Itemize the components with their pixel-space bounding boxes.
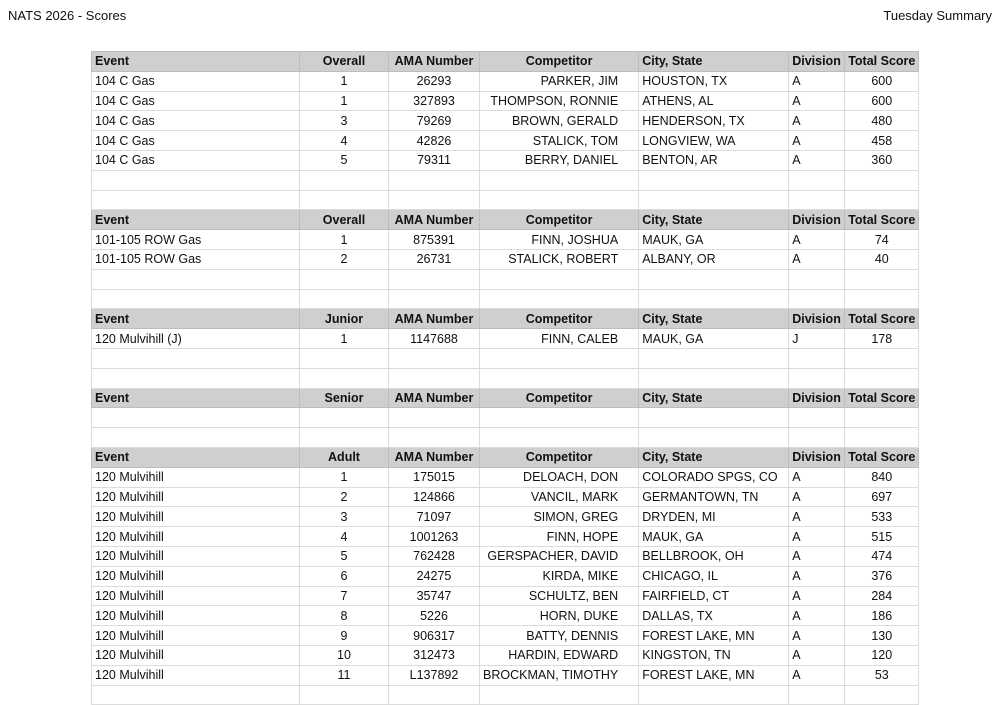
column-header-competitor: Competitor [480,210,639,230]
section-header-row [92,309,919,329]
cell-competitor: BROCKMAN, TIMOTHY [480,665,639,685]
empty-cell [639,190,789,210]
cell-division: A [789,546,845,566]
column-header-rank: Junior [300,309,389,329]
cell-total-score: 178 [845,329,919,349]
cell-division: A [789,91,845,111]
empty-cell [300,269,389,289]
table-row [92,131,919,151]
empty-cell [300,348,389,368]
cell-rank: 7 [300,586,389,606]
cell-rank: 2 [300,487,389,507]
empty-cell [389,289,480,309]
empty-cell [480,289,639,309]
empty-cell [845,408,919,428]
cell-city-state: BENTON, AR [639,150,789,170]
cell-rank: 4 [300,131,389,151]
cell-competitor: VANCIL, MARK [480,487,639,507]
section-header-row [92,52,919,72]
cell-city-state: HOUSTON, TX [639,71,789,91]
cell-division: A [789,645,845,665]
column-header-ama-number: AMA Number [389,52,480,72]
cell-ama-number: 24275 [389,566,480,586]
empty-cell [845,428,919,448]
cell-division: A [789,626,845,646]
column-header-division: Division [789,388,845,408]
column-header-total-score: Total Score [845,388,919,408]
cell-total-score: 130 [845,626,919,646]
cell-division: A [789,150,845,170]
cell-competitor: STALICK, TOM [480,131,639,151]
section-header-row [92,447,919,467]
cell-competitor: STALICK, ROBERT [480,249,639,269]
cell-competitor: GERSPACHER, DAVID [480,546,639,566]
cell-total-score: 120 [845,645,919,665]
cell-rank: 1 [300,71,389,91]
empty-cell [845,348,919,368]
cell-division: A [789,230,845,250]
cell-ama-number: 79269 [389,111,480,131]
cell-ama-number: 5226 [389,606,480,626]
empty-cell [389,170,480,190]
cell-total-score: 697 [845,487,919,507]
cell-city-state: MAUK, GA [639,527,789,547]
column-header-competitor: Competitor [480,447,639,467]
empty-cell [480,190,639,210]
cell-competitor: BERRY, DANIEL [480,150,639,170]
empty-cell [789,289,845,309]
cell-rank: 10 [300,645,389,665]
cell-city-state: GERMANTOWN, TN [639,487,789,507]
cell-rank: 8 [300,606,389,626]
cell-competitor: BATTY, DENNIS [480,626,639,646]
table-row [92,230,919,250]
cell-event: 101-105 ROW Gas [92,230,300,250]
empty-cell [789,408,845,428]
empty-cell [92,408,300,428]
cell-division: A [789,527,845,547]
cell-ama-number: 42826 [389,131,480,151]
empty-cell [845,170,919,190]
cell-rank: 11 [300,665,389,685]
cell-ama-number: 875391 [389,230,480,250]
column-header-rank: Senior [300,388,389,408]
empty-cell [845,368,919,388]
cell-total-score: 840 [845,467,919,487]
empty-cell [480,368,639,388]
cell-event: 120 Mulvihill [92,606,300,626]
cell-city-state: COLORADO SPGS, CO [639,467,789,487]
cell-event: 120 Mulvihill [92,546,300,566]
cell-city-state: ALBANY, OR [639,249,789,269]
cell-event: 120 Mulvihill [92,507,300,527]
cell-total-score: 474 [845,546,919,566]
cell-ama-number: 124866 [389,487,480,507]
cell-city-state: DRYDEN, MI [639,507,789,527]
cell-city-state: LONGVIEW, WA [639,131,789,151]
empty-cell [789,685,845,705]
section-header-row [92,388,919,408]
table-row [92,645,919,665]
cell-competitor: FINN, HOPE [480,527,639,547]
cell-total-score: 600 [845,71,919,91]
cell-event: 104 C Gas [92,111,300,131]
column-header-city-state: City, State [639,309,789,329]
cell-rank: 1 [300,467,389,487]
cell-city-state: MAUK, GA [639,329,789,349]
section-header-row [92,210,919,230]
cell-event: 101-105 ROW Gas [92,249,300,269]
empty-cell [639,685,789,705]
empty-cell [92,685,300,705]
cell-city-state: MAUK, GA [639,230,789,250]
cell-division: A [789,131,845,151]
cell-city-state: CHICAGO, IL [639,566,789,586]
cell-rank: 3 [300,507,389,527]
cell-rank: 1 [300,230,389,250]
cell-ama-number: 35747 [389,586,480,606]
cell-ama-number: 327893 [389,91,480,111]
cell-competitor: BROWN, GERALD [480,111,639,131]
empty-cell [639,408,789,428]
cell-event: 104 C Gas [92,91,300,111]
cell-event: 104 C Gas [92,71,300,91]
empty-cell [480,428,639,448]
table-row [92,507,919,527]
cell-rank: 9 [300,626,389,646]
empty-cell [300,685,389,705]
cell-total-score: 360 [845,150,919,170]
cell-division: A [789,467,845,487]
table-row [92,71,919,91]
empty-cell [639,289,789,309]
empty-row [92,170,919,190]
cell-ama-number: 906317 [389,626,480,646]
column-header-division: Division [789,210,845,230]
empty-cell [845,289,919,309]
cell-division: A [789,507,845,527]
table-row [92,566,919,586]
empty-cell [789,348,845,368]
empty-cell [389,368,480,388]
empty-row [92,428,919,448]
empty-cell [92,348,300,368]
empty-cell [92,368,300,388]
cell-rank: 6 [300,566,389,586]
empty-cell [300,289,389,309]
cell-total-score: 515 [845,527,919,547]
empty-cell [639,348,789,368]
table-row [92,467,919,487]
cell-event: 104 C Gas [92,150,300,170]
cell-ama-number: 312473 [389,645,480,665]
empty-cell [300,428,389,448]
cell-total-score: 186 [845,606,919,626]
empty-cell [789,190,845,210]
cell-rank: 1 [300,91,389,111]
cell-city-state: KINGSTON, TN [639,645,789,665]
column-header-ama-number: AMA Number [389,447,480,467]
cell-event: 120 Mulvihill (J) [92,329,300,349]
cell-city-state: HENDERSON, TX [639,111,789,131]
cell-division: A [789,111,845,131]
column-header-rank: Adult [300,447,389,467]
cell-total-score: 284 [845,586,919,606]
empty-cell [480,348,639,368]
empty-cell [480,408,639,428]
table-row [92,91,919,111]
empty-cell [789,368,845,388]
column-header-division: Division [789,447,845,467]
column-header-city-state: City, State [639,52,789,72]
cell-ama-number: 79311 [389,150,480,170]
cell-rank: 1 [300,329,389,349]
cell-competitor: KIRDA, MIKE [480,566,639,586]
column-header-ama-number: AMA Number [389,210,480,230]
cell-event: 120 Mulvihill [92,467,300,487]
table-row [92,626,919,646]
column-header-total-score: Total Score [845,447,919,467]
column-header-division: Division [789,309,845,329]
page-header [0,0,1000,34]
table-row [92,527,919,547]
cell-ama-number: 26293 [389,71,480,91]
cell-division: A [789,606,845,626]
cell-ama-number: 1001263 [389,527,480,547]
empty-cell [389,348,480,368]
cell-event: 120 Mulvihill [92,527,300,547]
scores-table [91,51,919,705]
cell-division: A [789,586,845,606]
empty-cell [789,428,845,448]
table-row [92,329,919,349]
cell-city-state: BELLBROOK, OH [639,546,789,566]
cell-competitor: FINN, CALEB [480,329,639,349]
cell-rank: 3 [300,111,389,131]
cell-rank: 2 [300,249,389,269]
column-header-competitor: Competitor [480,309,639,329]
column-header-event: Event [92,210,300,230]
cell-competitor: SIMON, GREG [480,507,639,527]
cell-event: 120 Mulvihill [92,566,300,586]
table-row [92,487,919,507]
empty-cell [300,408,389,428]
empty-cell [845,269,919,289]
cell-total-score: 74 [845,230,919,250]
empty-cell [789,269,845,289]
cell-total-score: 458 [845,131,919,151]
empty-cell [480,170,639,190]
empty-cell [92,170,300,190]
empty-cell [845,190,919,210]
page-title: NATS 2026 - Scores [8,8,127,23]
cell-rank: 4 [300,527,389,547]
empty-cell [639,170,789,190]
empty-row [92,348,919,368]
cell-competitor: SCHULTZ, BEN [480,586,639,606]
cell-city-state: DALLAS, TX [639,606,789,626]
empty-cell [639,428,789,448]
empty-cell [639,269,789,289]
cell-ama-number: L137892 [389,665,480,685]
page-subtitle: Tuesday Summary [883,8,992,23]
column-header-ama-number: AMA Number [389,309,480,329]
cell-city-state: FOREST LAKE, MN [639,665,789,685]
cell-total-score: 53 [845,665,919,685]
column-header-competitor: Competitor [480,388,639,408]
empty-cell [92,428,300,448]
column-header-ama-number: AMA Number [389,388,480,408]
cell-ama-number: 26731 [389,249,480,269]
cell-competitor: FINN, JOSHUA [480,230,639,250]
cell-city-state: FAIRFIELD, CT [639,586,789,606]
cell-competitor: PARKER, JIM [480,71,639,91]
column-header-event: Event [92,388,300,408]
cell-division: A [789,71,845,91]
empty-row [92,190,919,210]
empty-cell [639,368,789,388]
cell-division: A [789,487,845,507]
empty-cell [845,685,919,705]
table-row [92,249,919,269]
empty-cell [389,408,480,428]
column-header-total-score: Total Score [845,210,919,230]
cell-city-state: ATHENS, AL [639,91,789,111]
cell-total-score: 533 [845,507,919,527]
cell-division: A [789,566,845,586]
cell-division: J [789,329,845,349]
cell-ama-number: 71097 [389,507,480,527]
empty-cell [92,190,300,210]
empty-row [92,368,919,388]
table-row [92,546,919,566]
empty-row [92,685,919,705]
column-header-competitor: Competitor [480,52,639,72]
table-row [92,586,919,606]
cell-total-score: 600 [845,91,919,111]
cell-city-state: FOREST LAKE, MN [639,626,789,646]
cell-competitor: HORN, DUKE [480,606,639,626]
column-header-total-score: Total Score [845,309,919,329]
cell-competitor: HARDIN, EDWARD [480,645,639,665]
cell-total-score: 376 [845,566,919,586]
column-header-city-state: City, State [639,447,789,467]
cell-event: 120 Mulvihill [92,626,300,646]
empty-cell [389,685,480,705]
cell-total-score: 40 [845,249,919,269]
empty-cell [480,685,639,705]
cell-competitor: DELOACH, DON [480,467,639,487]
column-header-event: Event [92,52,300,72]
empty-cell [300,170,389,190]
empty-cell [92,289,300,309]
cell-competitor: THOMPSON, RONNIE [480,91,639,111]
column-header-rank: Overall [300,52,389,72]
column-header-event: Event [92,309,300,329]
table-row [92,150,919,170]
cell-total-score: 480 [845,111,919,131]
table-row [92,111,919,131]
column-header-city-state: City, State [639,210,789,230]
cell-division: A [789,665,845,685]
empty-cell [480,269,639,289]
cell-rank: 5 [300,546,389,566]
empty-row [92,269,919,289]
cell-rank: 5 [300,150,389,170]
empty-cell [92,269,300,289]
table-row [92,665,919,685]
cell-event: 104 C Gas [92,131,300,151]
column-header-event: Event [92,447,300,467]
empty-cell [389,190,480,210]
cell-event: 120 Mulvihill [92,665,300,685]
cell-ama-number: 1147688 [389,329,480,349]
cell-event: 120 Mulvihill [92,487,300,507]
empty-row [92,408,919,428]
cell-division: A [789,249,845,269]
empty-row [92,289,919,309]
column-header-total-score: Total Score [845,52,919,72]
empty-cell [789,170,845,190]
table-row [92,606,919,626]
cell-event: 120 Mulvihill [92,586,300,606]
empty-cell [389,269,480,289]
cell-ama-number: 175015 [389,467,480,487]
column-header-division: Division [789,52,845,72]
cell-ama-number: 762428 [389,546,480,566]
column-header-rank: Overall [300,210,389,230]
column-header-city-state: City, State [639,388,789,408]
empty-cell [300,190,389,210]
cell-event: 120 Mulvihill [92,645,300,665]
empty-cell [300,368,389,388]
empty-cell [389,428,480,448]
